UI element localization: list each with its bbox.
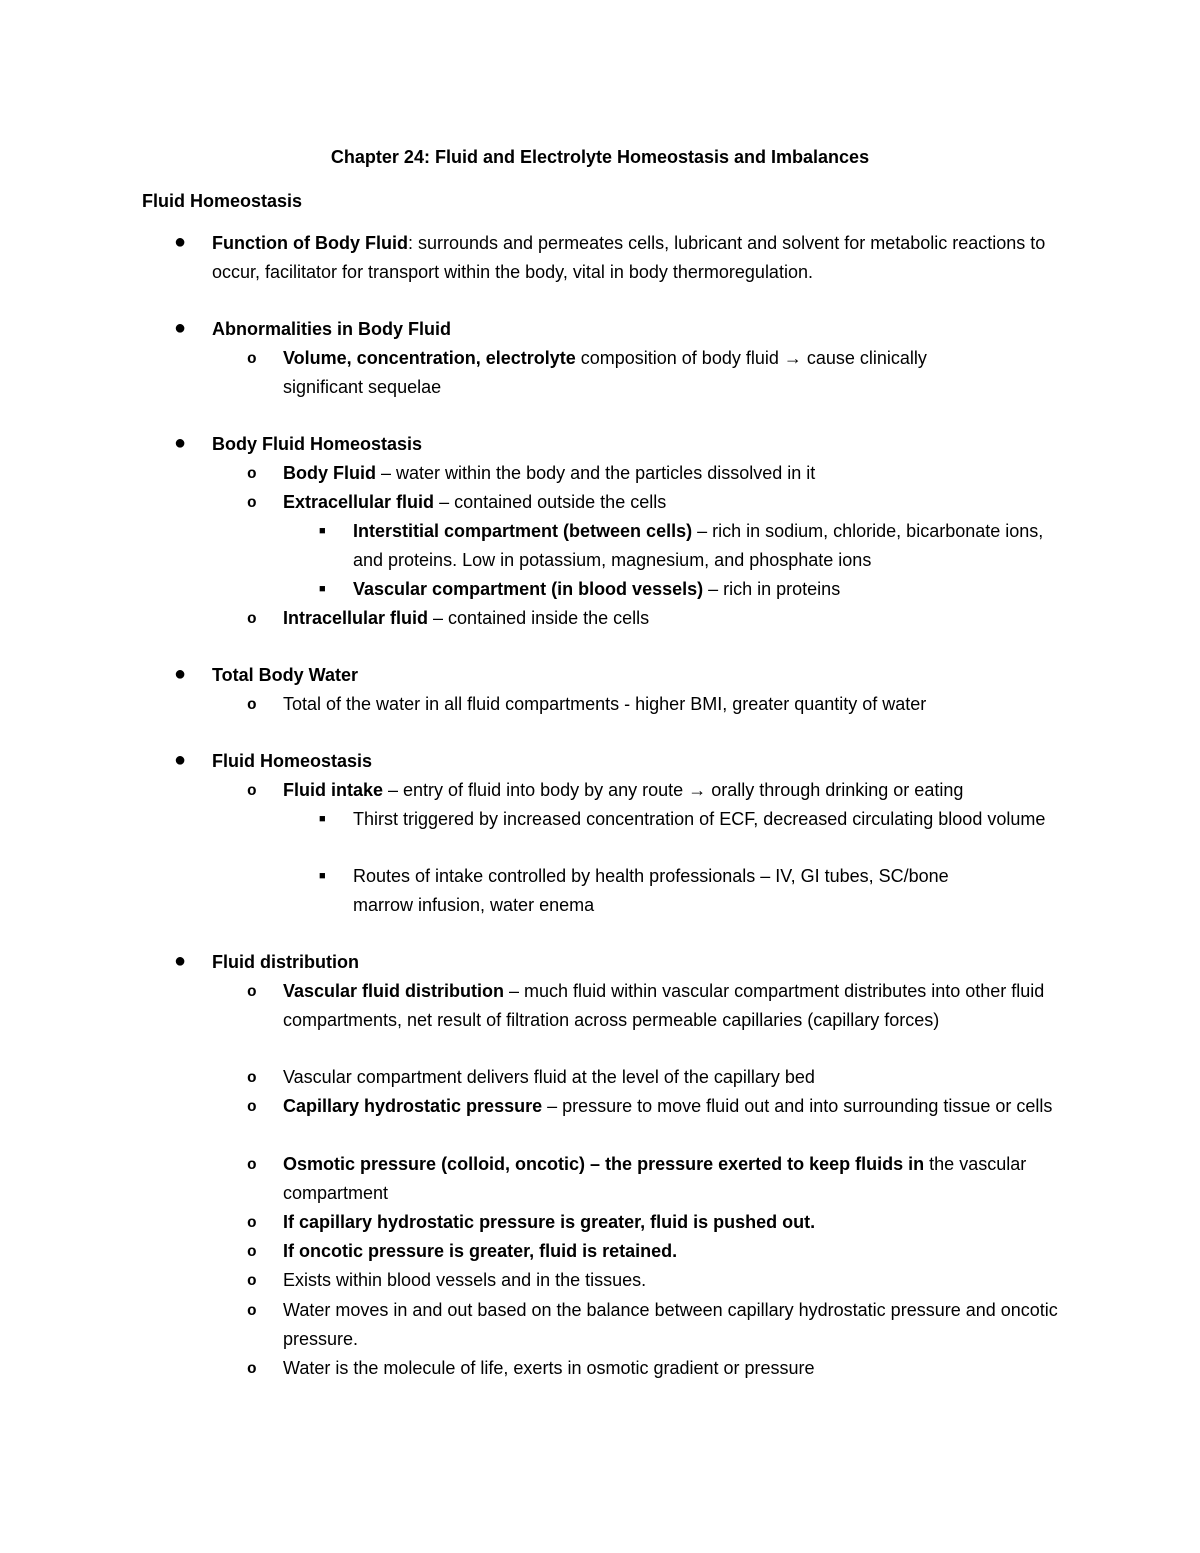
circle-o-icon: o xyxy=(247,1360,257,1378)
circle-o-icon: o xyxy=(247,1098,257,1116)
list-item: o Capillary hydrostatic pressure – pressure to move fluid out and into surrounding tissue or cells xyxy=(283,1092,1063,1121)
list-item: o Exists within blood vessels and in the tissues. xyxy=(283,1266,1063,1295)
list-item: o Water is the molecule of life, exerts in osmotic gradient or pressure xyxy=(283,1354,1063,1383)
list-item: o Total of the water in all fluid compartments - higher BMI, greater quantity of water xyxy=(283,690,1063,719)
square-bullet-icon: ■ xyxy=(319,583,326,595)
list-item: o Vascular fluid distribution – much fluid within vascular compartment distributes into other fluid compartments, net result of filtration across permeable capillaries (capillary forces) xyxy=(283,977,1063,1035)
list-item: o Extracellular fluid – contained outside the cells xyxy=(283,488,1063,517)
circle-o-icon: o xyxy=(247,1069,257,1087)
circle-o-icon: o xyxy=(247,782,257,800)
document-title: Chapter 24: Fluid and Electrolyte Homeostasis and Imbalances xyxy=(330,147,870,167)
section-heading: Fluid Homeostasis xyxy=(142,191,303,211)
circle-o-icon: o xyxy=(247,983,257,1001)
list-item: ● Abnormalities in Body Fluid xyxy=(212,315,1072,344)
list-item: ● Fluid Homeostasis xyxy=(212,747,1072,776)
bullet-icon: ● xyxy=(174,663,187,685)
bullet-icon: ● xyxy=(174,749,187,771)
bullet-icon: ● xyxy=(174,231,187,253)
circle-o-icon: o xyxy=(247,350,257,368)
list-item: o Vascular compartment delivers fluid at the level of the capillary bed xyxy=(283,1063,1063,1092)
list-item: o Osmotic pressure (colloid, oncotic) – the pressure exerted to keep fluids in the vascular compartment xyxy=(283,1150,1063,1208)
list-item: o If capillary hydrostatic pressure is greater, fluid is pushed out. xyxy=(283,1208,1063,1237)
circle-o-icon: o xyxy=(247,1302,257,1320)
list-item: ■ Routes of intake controlled by health professionals – IV, GI tubes, SC/bone marrow infusion, water enema xyxy=(353,862,1003,920)
circle-o-icon: o xyxy=(247,1272,257,1290)
list-item: o Volume, concentration, electrolyte composition of body fluid → cause clinically significant sequelae xyxy=(283,344,1003,402)
circle-o-icon: o xyxy=(247,1214,257,1232)
square-bullet-icon: ■ xyxy=(319,525,326,537)
list-item: o Body Fluid – water within the body and the particles dissolved in it xyxy=(283,459,1063,488)
list-item: ● Fluid distribution xyxy=(212,948,1072,977)
bullet-icon: ● xyxy=(174,950,187,972)
list-item: o Fluid intake – entry of fluid into body by any route → orally through drinking or eating xyxy=(283,776,1063,805)
bullet-icon: ● xyxy=(174,432,187,454)
list-item: o Water moves in and out based on the balance between capillary hydrostatic pressure and oncotic pressure. xyxy=(283,1296,1063,1354)
square-bullet-icon: ■ xyxy=(319,870,326,882)
list-item: o Intracellular fluid – contained inside the cells xyxy=(283,604,1063,633)
list-item: ■ Thirst triggered by increased concentration of ECF, decreased circulating blood volume xyxy=(353,805,1068,834)
square-bullet-icon: ■ xyxy=(319,813,326,825)
list-item: ● Body Fluid Homeostasis xyxy=(212,430,1072,459)
list-item: ■ Vascular compartment (in blood vessels) – rich in proteins xyxy=(353,575,1068,604)
list-item: ■ Interstitial compartment (between cells) – rich in sodium, chloride, bicarbonate ions, and proteins. Low in potassium, magnesium, and phosphate ions xyxy=(353,517,1068,575)
list-item: ● Total Body Water xyxy=(212,661,1072,690)
circle-o-icon: o xyxy=(247,1156,257,1174)
circle-o-icon: o xyxy=(247,696,257,714)
list-item: ● Function of Body Fluid: surrounds and permeates cells, lubricant and solvent for metabolic reactions to occur, facilitator for transport within the body, vital in body thermoregulation. xyxy=(212,229,1072,287)
bullet-icon: ● xyxy=(174,317,187,339)
circle-o-icon: o xyxy=(247,465,257,483)
list-item: o If oncotic pressure is greater, fluid is retained. xyxy=(283,1237,1063,1266)
circle-o-icon: o xyxy=(247,610,257,628)
circle-o-icon: o xyxy=(247,494,257,512)
circle-o-icon: o xyxy=(247,1243,257,1261)
